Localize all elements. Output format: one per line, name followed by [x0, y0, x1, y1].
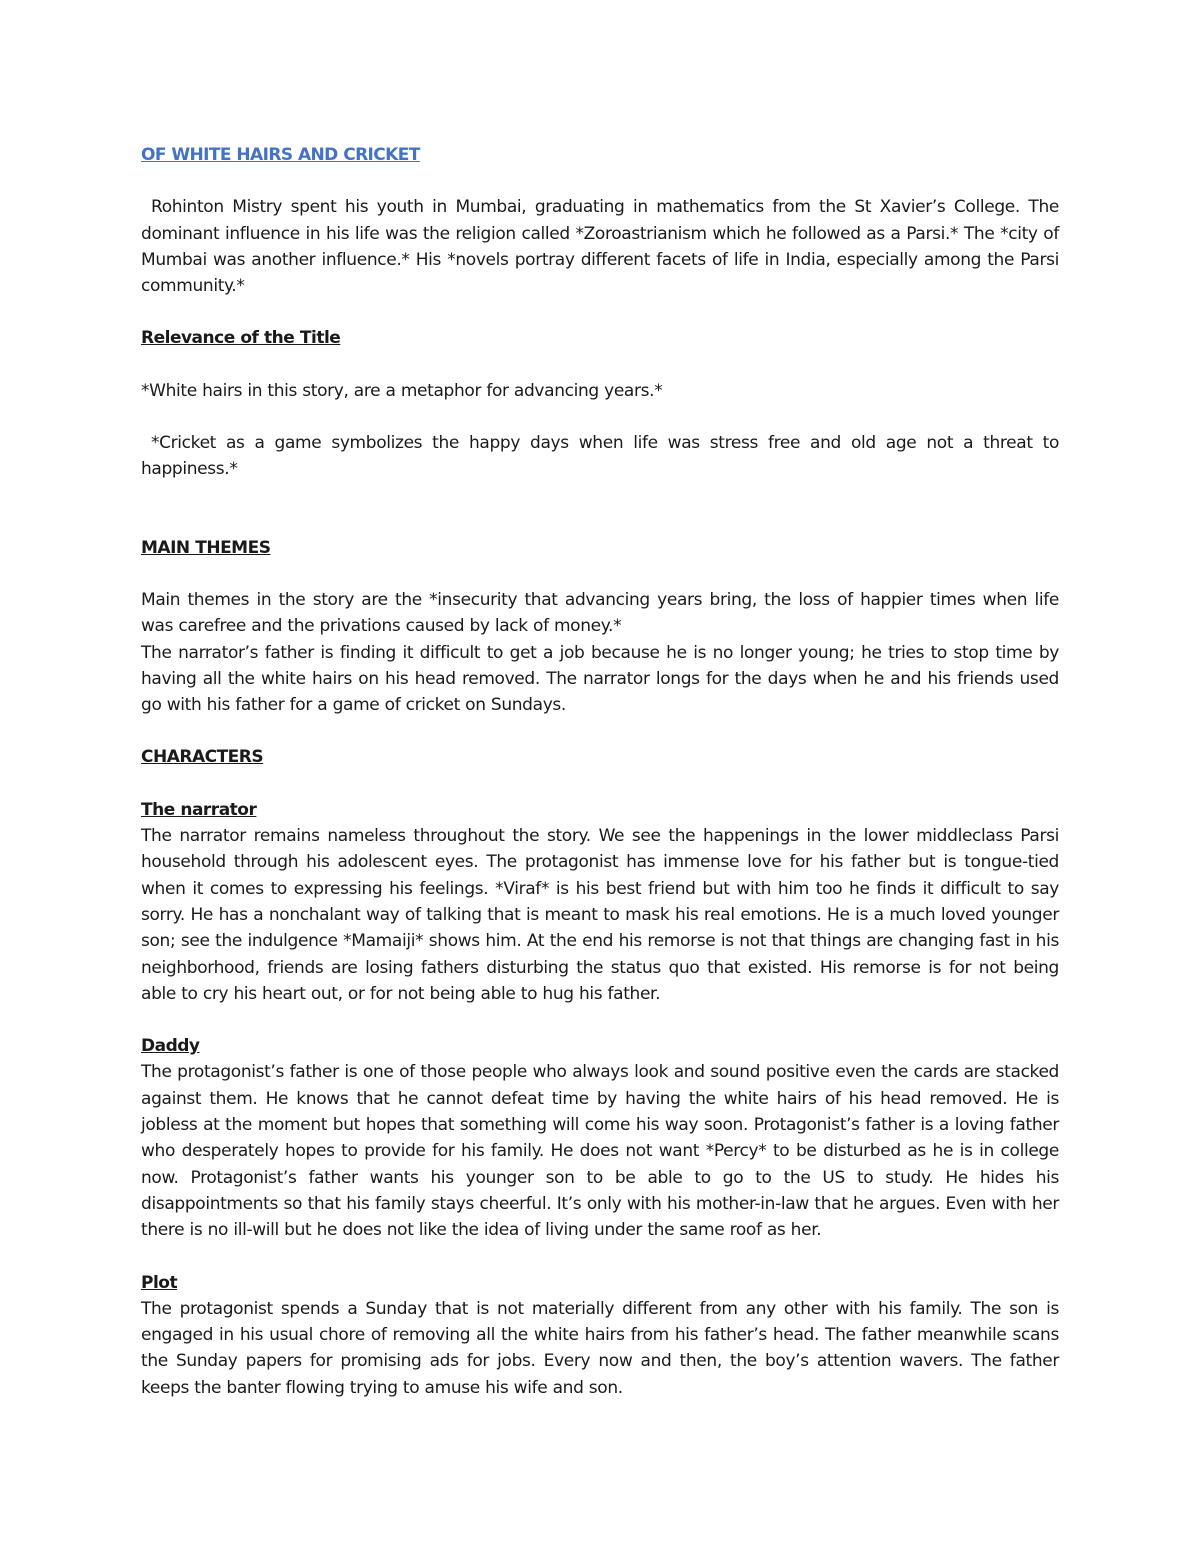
narrator-paragraph: The narrator remains nameless throughout the story. We see the happenings in the lower middleclass Parsi household through his adolescent eyes. The protagonist has immense love for his father but is tongue-tied when it comes to expressing his feelings. *Viraf* is his best friend but with him too he finds it difficult to say sorry. He has a nonchalant way of talking that is meant to mask his real emotions. He is a much loved younger son; see the indulgence *Mamaiji* shows him. At the end his remorse is not that things are changing fast in his neighborhood, friends are losing fathers disturbing the status quo that existed. His remorse is for not being able to cry his heart out, or for not being able to hug his father.: [141, 826, 1059, 1004]
relevance-point-white-hairs: *White hairs in this story, are a metaphor for advancing years.*: [141, 380, 663, 401]
document-title: OF WHITE HAIRS AND CRICKET: [141, 145, 420, 165]
plot-heading: Plot: [141, 1272, 178, 1293]
intro-paragraph: Rohinton Mistry spent his youth in Mumbai, graduating in mathematics from the St Xavier’s College. The dominant influence in his life was the religion called *Zoroastrianism which he followed as a Parsi.* The *city of Mumbai was another influence.* His *novels portray different facets of life in India, especially among the Parsi community.*: [141, 197, 1059, 297]
plot-paragraph: The protagonist spends a Sunday that is not materially different from any other with his family. The son is engaged in his usual chore of removing all the white hairs from his father’s head. The father meanwhile scans the Sunday papers for promising ads for jobs. Every now and then, the boy’s attention wavers. The father keeps the banter flowing trying to amuse his wife and son.: [141, 1298, 1059, 1398]
main-themes-heading: MAIN THEMES: [141, 537, 271, 558]
relevance-heading: Relevance of the Title: [141, 328, 341, 349]
themes-paragraph-1: Main themes in the story are the *insecurity that advancing years bring, the loss of happier times when life was carefree and the privations caused by lack of money.*: [141, 589, 1059, 637]
characters-heading: CHARACTERS: [141, 747, 264, 768]
narrator-heading: The narrator: [141, 799, 257, 820]
themes-paragraph-2: The narrator’s father is finding it difficult to get a job because he is no longer young; he tries to stop time by having all the white hairs on his head removed. The narrator longs for the days when he and his friends used go with his father for a game of cricket on Sundays.: [141, 642, 1059, 716]
blank-line: [141, 509, 1059, 535]
relevance-point-cricket: *Cricket as a game symbolizes the happy days when life was stress free and old age not a threat to happiness.*: [141, 433, 1059, 480]
daddy-heading: Daddy: [141, 1036, 200, 1057]
document-page: [141, 142, 1059, 1401]
daddy-paragraph: The protagonist’s father is one of those people who always look and sound positive even the cards are stacked against them. He knows that he cannot defeat time by having the white hairs of his head removed. He is jobless at the moment but hopes that something will come his way soon. Protagonist’s father is a loving father who desperately hopes to provide for his family. He does not want *Percy* to be disturbed as he is in college now. Protagonist’s father wants his younger son to be able to go to the US to study. He hides his disappointments so that his family stays cheerful. It’s only with his mother-in-law that he argues. Even with her there is no ill-will but he does not like the idea of living under the same roof as her.: [141, 1062, 1059, 1241]
